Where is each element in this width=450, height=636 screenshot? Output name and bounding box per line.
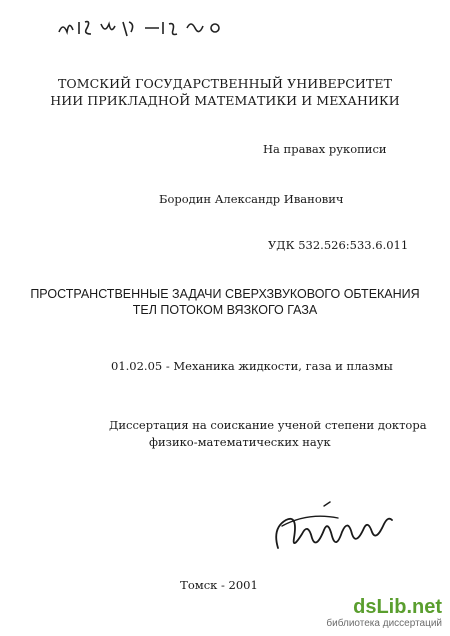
title-line-2: ТЕЛ ПОТОКОМ ВЯЗКОГО ГАЗА <box>132 303 318 317</box>
handwritten-signature <box>268 498 398 558</box>
city-and-year: Томск - 2001 <box>180 578 258 592</box>
watermark-logo: dsLib.net <box>353 596 442 618</box>
degree-line-1: Диссертация на соискание ученой степени доктора <box>109 418 427 432</box>
institution-line-1: ТОМСКИЙ ГОСУДАРСТВЕННЫЙ УНИВЕРСИТЕТ <box>57 76 393 91</box>
handwritten-archive-mark <box>55 14 225 42</box>
institution-line-2: НИИ ПРИКЛАДНОЙ МАТЕМАТИКИ И МЕХАНИКИ <box>50 93 400 108</box>
title-line-1: ПРОСТРАНСТВЕННЫЕ ЗАДАЧИ СВЕРХЗВУКОВОГО ОБТЕКАНИЯ <box>30 287 420 301</box>
udc-code: УДК 532.526:533.6.011 <box>268 238 409 252</box>
degree-line-2: физико-математических наук <box>149 435 331 449</box>
author-name: Бородин Александр Иванович <box>159 192 344 206</box>
dslib-watermark <box>326 596 442 630</box>
specialty: 01.02.05 - Механика жидкости, газа и плазмы <box>111 359 393 373</box>
manuscript-rights: На правах рукописи <box>263 142 387 156</box>
watermark-subtitle: библиотека диссертаций <box>326 618 442 629</box>
